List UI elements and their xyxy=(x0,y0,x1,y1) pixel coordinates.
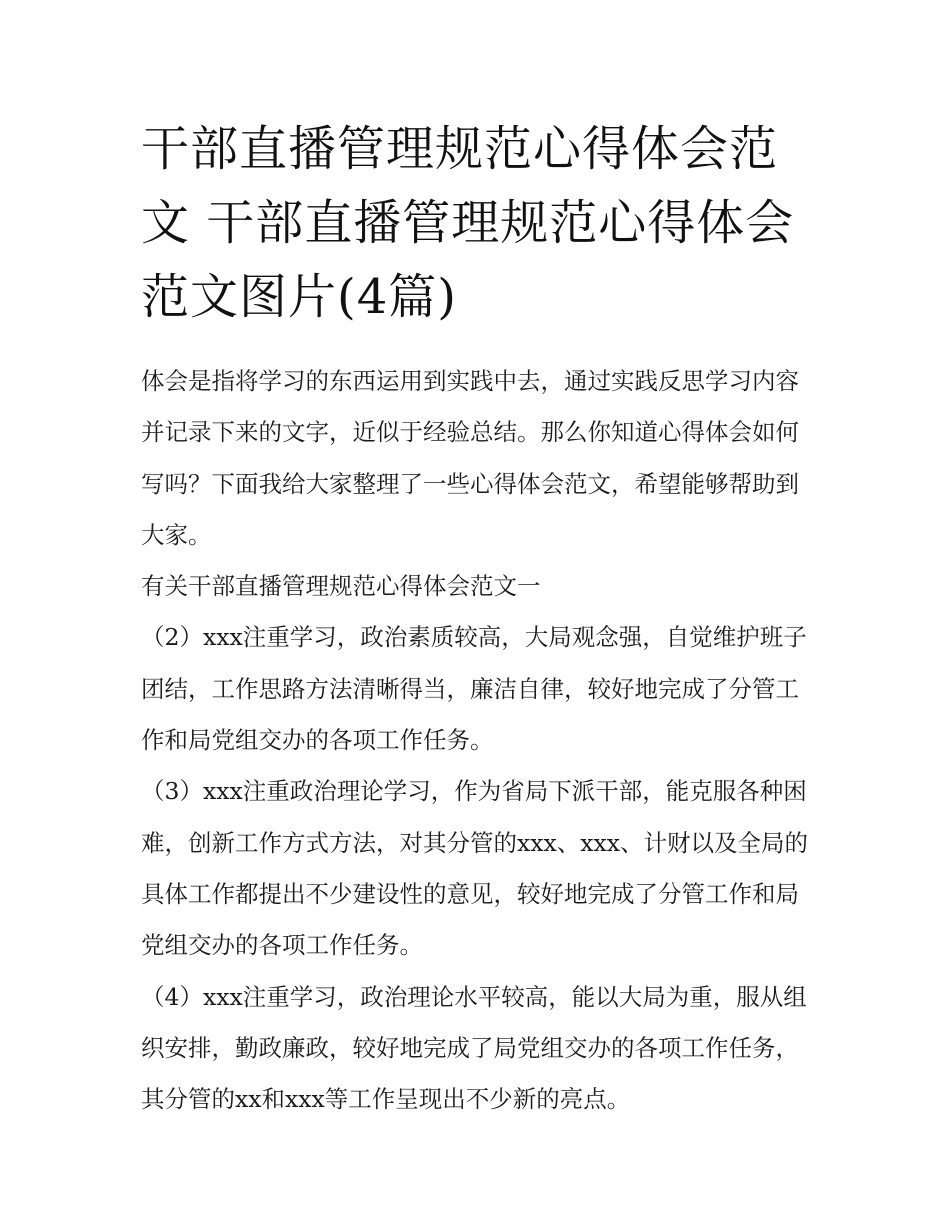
intro-paragraph: 体会是指将学习的东西运用到实践中去，通过实践反思学习内容并记录下来的文字，近似于经验总结。那么你知道心得体会如何写吗？下面我给大家整理了一些心得体会范文，希望能够帮助到大家。 xyxy=(141,367,799,549)
section-heading: 有关干部直播管理规范心得体会范文一 xyxy=(141,572,541,601)
body-paragraph: （3）xxx注重政治理论学习，作为省局下派干部，能克服各种困难，创新工作方式方法，对其分管的xxx、xxx、计财以及全局的具体工作都提出不少建设性的意见，较好地完成了分管工作和局党组交办的各项工作任务。 xyxy=(141,777,809,960)
document-body xyxy=(141,356,821,1125)
body-paragraph: （2）xxx注重学习，政治素质较高，大局观念强，自觉维护班子团结，工作思路方法清晰得当，廉洁自律，较好地完成了分管工作和局党组交办的各项工作任务。 xyxy=(141,623,807,755)
document-title: 干部直播管理规范心得体会范文 干部直播管理规范心得体会范文图片(4篇) xyxy=(141,121,795,325)
body-paragraph: （4）xxx注重学习，政治理论水平较高，能以大局为重，服从组织安排，勤政廉政，较好地完成了局党组交办的各项工作任务，其分管的xx和xxx等工作呈现出不少新的亮点。 xyxy=(141,982,807,1114)
